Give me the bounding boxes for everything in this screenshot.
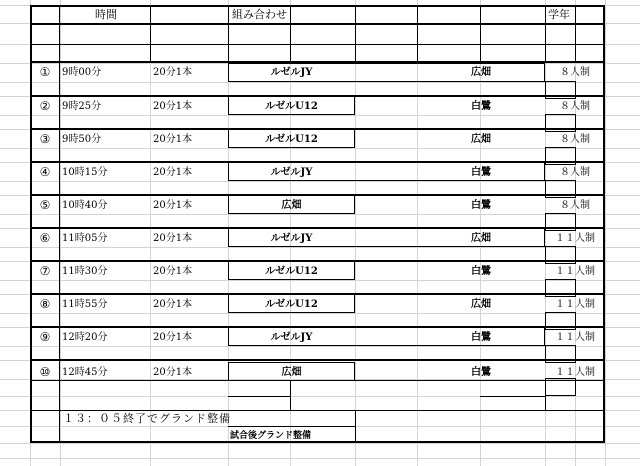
match-format: ８人制 — [560, 67, 590, 78]
column-divider — [59, 5, 60, 443]
cell-border — [545, 81, 576, 99]
match-number: ⑨ — [39, 330, 51, 344]
team-a: ルゼルJY — [270, 332, 313, 343]
after-note: 試合後グランド整備 — [230, 431, 312, 441]
team-b: 白鷺 — [471, 367, 491, 378]
team-a: ルゼルU12 — [265, 101, 318, 112]
match-format: ８人制 — [560, 167, 590, 178]
match-format: １１人制 — [555, 233, 595, 244]
match-number: ⑦ — [39, 264, 51, 278]
duration: 20分1本 — [153, 101, 193, 112]
duration: 20分1本 — [153, 134, 193, 145]
team-b: 広畑 — [471, 299, 491, 310]
match-number: ② — [39, 99, 51, 113]
match-format: １１人制 — [555, 299, 595, 310]
end-note: １３：０５終了でグランド整備 — [63, 412, 231, 425]
team-a: ルゼルJY — [270, 167, 313, 178]
start-time: 10時40分 — [62, 200, 108, 211]
column-divider — [355, 5, 356, 61]
team-b: 白鷺 — [471, 266, 491, 277]
duration: 20分1本 — [153, 167, 193, 178]
match-format: １１人制 — [555, 367, 595, 378]
start-time: 10時15分 — [62, 167, 108, 178]
column-divider — [150, 5, 151, 61]
cell-border — [545, 147, 576, 165]
team-b: 白鷺 — [471, 332, 491, 343]
match-format: ８人制 — [560, 134, 590, 145]
cell-border — [30, 359, 605, 361]
duration: 20分1本 — [153, 67, 193, 78]
match-format: ８人制 — [560, 101, 590, 112]
match-number: ⑩ — [39, 365, 51, 379]
cell-border — [545, 279, 576, 297]
start-time: 12時45分 — [62, 367, 108, 378]
cell-border — [545, 378, 576, 396]
header-divider — [30, 23, 605, 25]
cell-border — [545, 246, 576, 264]
start-time: 9時00分 — [62, 67, 102, 78]
time-header: 時間 — [95, 8, 117, 21]
team-b: 広畑 — [471, 67, 491, 78]
duration: 20分1本 — [153, 299, 193, 310]
duration: 20分1本 — [153, 332, 193, 343]
match-format: １１人制 — [555, 332, 595, 343]
cell-border — [545, 213, 576, 231]
team-a: ルゼルJY — [270, 233, 313, 244]
team-b: 広畑 — [471, 134, 491, 145]
team-a: ルゼルU12 — [265, 134, 318, 145]
start-time: 12時20分 — [62, 332, 108, 343]
match-number: ⑥ — [39, 231, 51, 245]
header-divider — [30, 44, 605, 45]
start-time: 11時30分 — [62, 266, 108, 277]
team-a: 広畑 — [281, 367, 302, 378]
duration: 20分1本 — [153, 233, 193, 244]
match-number: ③ — [39, 132, 51, 146]
match-number: ④ — [39, 165, 51, 179]
duration: 20分1本 — [153, 367, 193, 378]
team-b: 白鷺 — [471, 101, 491, 112]
start-time: 9時50分 — [62, 134, 102, 145]
match-number: ⑧ — [39, 297, 51, 311]
combination-header: 組み合わせ — [232, 8, 287, 21]
team-a: 広畑 — [281, 200, 302, 211]
cell-border — [545, 345, 576, 363]
match-format: １１人制 — [555, 266, 595, 277]
match-number: ⑤ — [39, 198, 51, 212]
duration: 20分1本 — [153, 266, 193, 277]
start-time: 11時55分 — [62, 299, 108, 310]
start-time: 11時05分 — [62, 233, 108, 244]
column-divider — [545, 5, 546, 61]
column-divider — [228, 5, 229, 61]
cell-border — [545, 180, 576, 198]
team-a: ルゼルU12 — [265, 299, 318, 310]
duration: 20分1本 — [153, 200, 193, 211]
start-time: 9時25分 — [62, 101, 102, 112]
cell-border — [545, 114, 576, 132]
grade-header: 学年 — [548, 8, 570, 21]
column-divider — [480, 5, 481, 61]
team-b: 白鷺 — [471, 167, 491, 178]
column-divider — [290, 5, 291, 61]
match-format: ８人制 — [560, 200, 590, 211]
team-a: ルゼルU12 — [265, 266, 318, 277]
team-b: 広畑 — [471, 233, 491, 244]
column-divider — [575, 5, 576, 61]
column-divider — [417, 5, 418, 61]
match-number: ① — [39, 65, 51, 79]
cell-border — [545, 312, 576, 330]
team-b: 白鷺 — [471, 200, 491, 211]
team-a: ルゼルJY — [270, 67, 313, 78]
